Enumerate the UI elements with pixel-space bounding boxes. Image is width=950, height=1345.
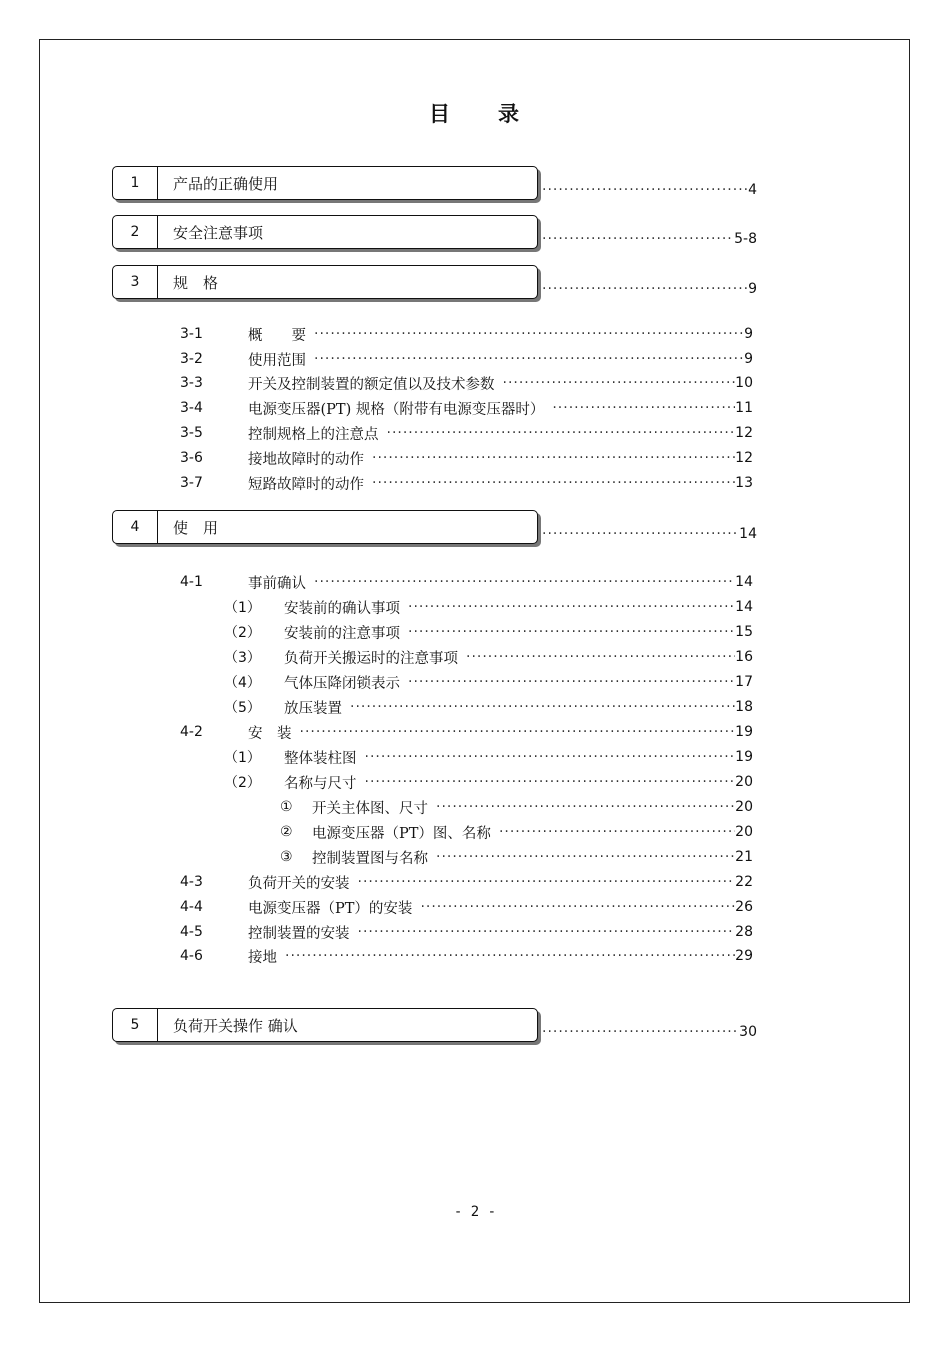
toc-title: 目 录 xyxy=(429,102,521,126)
toc-entry[interactable] xyxy=(180,845,753,869)
toc-entry[interactable] xyxy=(180,421,753,445)
entry-page: 19 xyxy=(735,724,753,740)
section-box xyxy=(112,1008,538,1042)
toc-entry[interactable] xyxy=(180,895,753,919)
entry-number: 4-3 xyxy=(180,874,203,890)
entry-text: 使用范围 xyxy=(248,352,306,369)
toc-entry[interactable] xyxy=(180,645,753,669)
entry-page: 12 xyxy=(735,450,753,466)
dot-leader xyxy=(314,326,744,342)
section-leader xyxy=(542,281,757,297)
entry-number: ③ xyxy=(280,849,293,865)
dot-leader xyxy=(542,1024,739,1040)
dot-leader xyxy=(466,649,735,665)
toc-entry[interactable] xyxy=(180,620,753,644)
entry-page: 13 xyxy=(735,475,753,491)
entry-page: 20 xyxy=(735,799,753,815)
toc-section-2[interactable] xyxy=(112,215,757,252)
entry-text: 负荷开关搬运时的注意事项 xyxy=(284,650,458,667)
entry-text: 短路故障时的动作 xyxy=(248,476,364,493)
dot-leader xyxy=(436,849,735,865)
dot-leader xyxy=(408,599,735,615)
section-page: 4 xyxy=(748,182,757,198)
entry-number: ① xyxy=(280,799,293,815)
entry-page: 17 xyxy=(735,674,753,690)
entry-text: 气体压降闭锁表示 xyxy=(284,675,400,692)
entry-page: 20 xyxy=(735,824,753,840)
section-page: 9 xyxy=(748,281,757,297)
toc-section-1[interactable] xyxy=(112,166,757,203)
toc-entry[interactable] xyxy=(180,670,753,694)
entry-number: 3-3 xyxy=(180,375,203,391)
entry-page: 9 xyxy=(744,326,753,342)
entry-text: 电源变压器（PT）图、名称 xyxy=(312,825,491,842)
entry-text: 控制装置图与名称 xyxy=(312,850,428,867)
section-title: 使 用 xyxy=(173,518,219,537)
dot-leader xyxy=(542,526,739,542)
entry-page: 14 xyxy=(735,574,753,590)
section-number: 4 xyxy=(113,511,158,543)
entry-text: 电源变压器（PT）的安装 xyxy=(248,900,413,917)
section-box xyxy=(112,166,538,200)
dot-leader xyxy=(408,624,735,640)
entry-number: 3-5 xyxy=(180,425,203,441)
section-number: 2 xyxy=(113,216,158,248)
toc-entry[interactable] xyxy=(180,471,753,495)
entry-text: 接地 xyxy=(248,949,277,966)
dot-leader xyxy=(542,182,748,198)
entry-text: 控制装置的安装 xyxy=(248,925,350,942)
entry-text: 安 装 xyxy=(248,725,292,742)
dot-leader xyxy=(365,749,736,765)
toc-entry[interactable] xyxy=(180,720,753,744)
entry-number: （1） xyxy=(224,750,261,766)
entry-number: 4-5 xyxy=(180,924,203,940)
entry-text: 开关及控制装置的额定值以及技术参数 xyxy=(248,376,495,393)
dot-leader xyxy=(503,375,736,391)
entry-number: （3） xyxy=(224,650,261,666)
section-box xyxy=(112,510,538,544)
toc-entry[interactable] xyxy=(180,396,753,420)
entry-number: （5） xyxy=(224,700,261,716)
dot-leader xyxy=(358,874,736,890)
entry-number: 3-2 xyxy=(180,351,203,367)
toc-entry[interactable] xyxy=(180,371,753,395)
toc-entry[interactable] xyxy=(180,446,753,470)
toc-entry[interactable] xyxy=(180,795,753,819)
entry-number: 3-1 xyxy=(180,326,203,342)
entry-text: 事前确认 xyxy=(248,575,306,592)
entry-page: 20 xyxy=(735,774,753,790)
entry-page: 12 xyxy=(735,425,753,441)
entry-number: 4-2 xyxy=(180,724,203,740)
section-title: 产品的正确使用 xyxy=(173,174,279,193)
toc-entry[interactable] xyxy=(180,820,753,844)
toc-entry[interactable] xyxy=(180,595,753,619)
entry-page: 16 xyxy=(735,649,753,665)
entry-text: 名称与尺寸 xyxy=(284,775,357,792)
dot-leader xyxy=(314,351,744,367)
section-page: 14 xyxy=(739,526,757,542)
toc-entry[interactable] xyxy=(180,770,753,794)
entry-page: 9 xyxy=(744,351,753,367)
entry-number: （4） xyxy=(224,675,261,691)
entry-number: 3-7 xyxy=(180,475,203,491)
toc-entry[interactable] xyxy=(180,347,753,371)
dot-leader xyxy=(387,425,736,441)
dot-leader xyxy=(542,281,748,297)
entry-text: 控制规格上的注意点 xyxy=(248,426,379,443)
entry-page: 15 xyxy=(735,624,753,640)
toc-entry[interactable] xyxy=(180,870,753,894)
entry-page: 28 xyxy=(735,924,753,940)
dot-leader xyxy=(436,799,735,815)
toc-entry[interactable] xyxy=(180,920,753,944)
dot-leader xyxy=(372,450,735,466)
dot-leader xyxy=(552,400,735,416)
dot-leader xyxy=(499,824,735,840)
toc-section-5[interactable] xyxy=(112,1008,757,1045)
entry-number: （1） xyxy=(224,600,261,616)
dot-leader xyxy=(365,774,736,790)
entry-number: 3-4 xyxy=(180,400,203,416)
section-leader xyxy=(542,1024,757,1040)
dot-leader xyxy=(358,924,736,940)
entry-number: 4-4 xyxy=(180,899,203,915)
entry-text: 安装前的确认事项 xyxy=(284,600,400,617)
section-number: 5 xyxy=(113,1009,158,1041)
entry-number: 4-6 xyxy=(180,948,203,964)
entry-number: （2） xyxy=(224,625,261,641)
entry-page: 26 xyxy=(735,899,753,915)
section-number: 1 xyxy=(113,167,158,199)
toc-entry[interactable] xyxy=(180,695,753,719)
toc-entry[interactable] xyxy=(180,322,753,346)
entry-text: 电源变压器(PT) 规格（附带有电源变压器时） xyxy=(248,401,545,418)
section-box xyxy=(112,215,538,249)
section-number: 3 xyxy=(113,266,158,298)
dot-leader xyxy=(350,699,735,715)
dot-leader xyxy=(314,574,735,590)
dot-leader xyxy=(372,475,735,491)
dot-leader xyxy=(285,948,735,964)
entry-text: 整体装柱图 xyxy=(284,750,357,767)
section-page: 30 xyxy=(739,1024,757,1040)
section-leader xyxy=(542,182,757,198)
entry-page: 18 xyxy=(735,699,753,715)
toc-entry[interactable] xyxy=(180,944,753,968)
entry-number: （2） xyxy=(224,775,261,791)
entry-number: 3-6 xyxy=(180,450,203,466)
entry-number: 4-1 xyxy=(180,574,203,590)
entry-text: 接地故障时的动作 xyxy=(248,451,364,468)
section-title: 安全注意事项 xyxy=(173,223,264,242)
toc-entry[interactable] xyxy=(180,745,753,769)
entry-page: 14 xyxy=(735,599,753,615)
entry-number: ② xyxy=(280,824,293,840)
section-leader xyxy=(542,231,757,247)
dot-leader xyxy=(408,674,735,690)
section-leader xyxy=(542,526,757,542)
entry-text: 安装前的注意事项 xyxy=(284,625,400,642)
toc-section-3[interactable] xyxy=(112,265,757,302)
entry-text: 放压装置 xyxy=(284,700,342,717)
entry-text: 概 要 xyxy=(248,327,306,344)
dot-leader xyxy=(420,899,735,915)
section-title: 负荷开关操作 确认 xyxy=(173,1016,298,1035)
entry-page: 21 xyxy=(735,849,753,865)
entry-text: 负荷开关的安装 xyxy=(248,875,350,892)
section-page: 5-8 xyxy=(734,231,757,247)
toc-entry[interactable] xyxy=(180,570,753,594)
entry-page: 22 xyxy=(735,874,753,890)
page-number: - 2 - xyxy=(453,1204,497,1220)
toc-section-4[interactable] xyxy=(112,510,757,547)
entry-page: 19 xyxy=(735,749,753,765)
dot-leader xyxy=(542,231,734,247)
entry-page: 10 xyxy=(735,375,753,391)
entry-text: 开关主体图、尺寸 xyxy=(312,800,428,817)
entry-page: 11 xyxy=(735,400,753,416)
section-box xyxy=(112,265,538,299)
section-title: 规 格 xyxy=(173,273,219,292)
dot-leader xyxy=(300,724,736,740)
entry-page: 29 xyxy=(735,948,753,964)
